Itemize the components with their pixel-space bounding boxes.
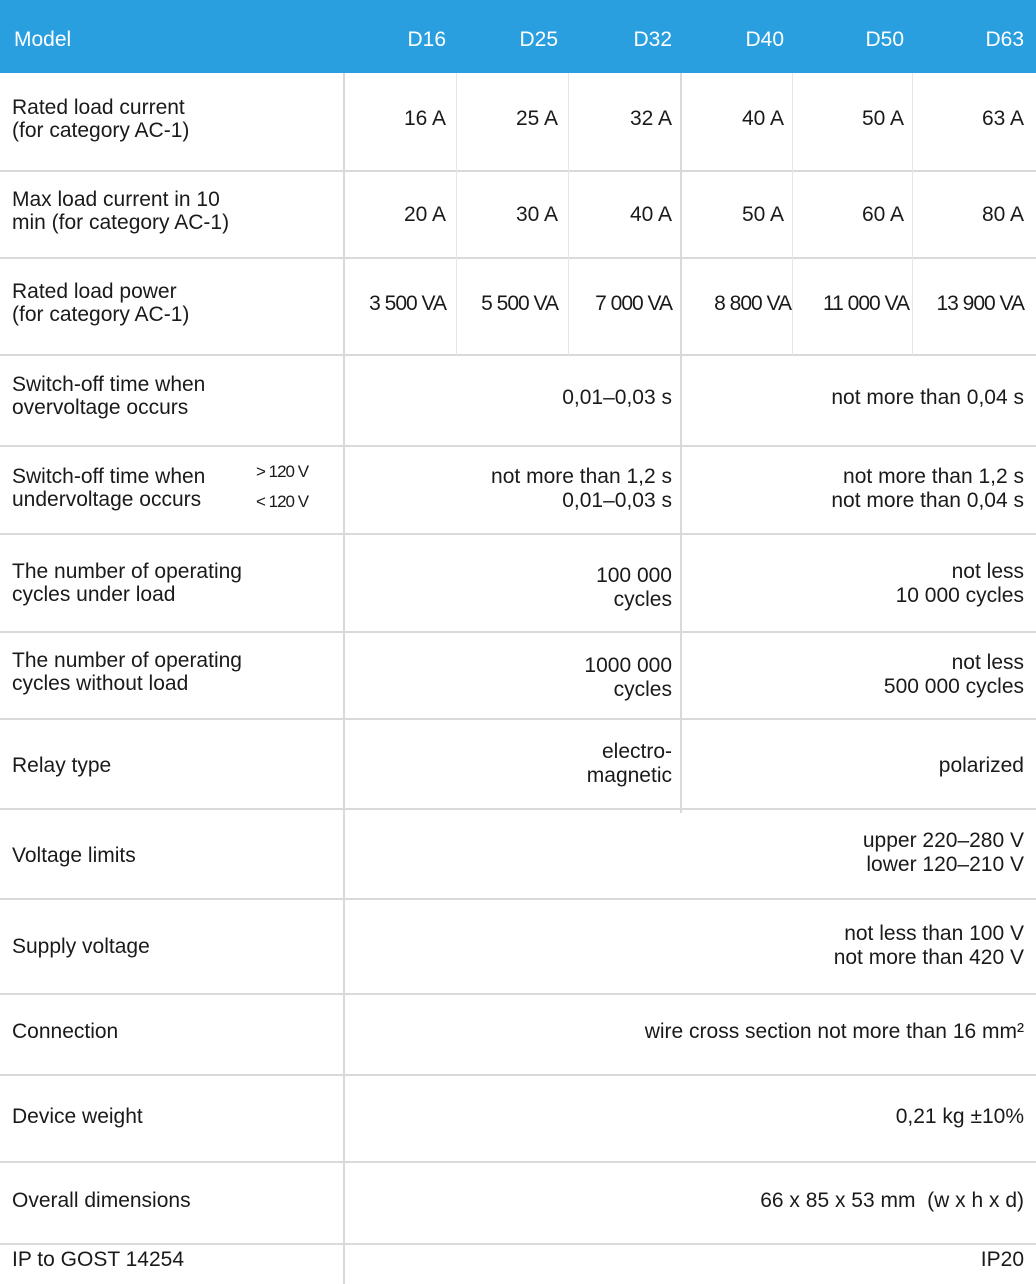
row-label — [12, 373, 205, 419]
header-model-d50: D50 — [865, 28, 904, 51]
value-line: not more than 1,2 s — [491, 465, 672, 488]
condition-high-label: > 120 V — [256, 462, 309, 481]
value-cell: 11 000 VA — [823, 292, 909, 315]
value-line: cycles — [613, 588, 672, 611]
row-label-line: The number of operating — [12, 560, 242, 583]
value-cell: 5 500 VA — [481, 292, 558, 315]
value-line: upper 220–280 V — [862, 829, 1024, 852]
value-cell — [896, 560, 1024, 608]
row-label: Relay type — [12, 754, 112, 777]
column-divider — [456, 73, 457, 355]
value-line: lower 120–210 V — [866, 853, 1024, 876]
column-divider — [912, 73, 913, 355]
value-line: magnetic — [586, 764, 672, 787]
row-label-line: Switch-off time when — [12, 373, 206, 396]
value-cell — [584, 654, 672, 702]
value-cell: 13 900 VA — [936, 292, 1024, 315]
row-label — [12, 560, 242, 606]
row-label-line: cycles without load — [12, 672, 189, 695]
table-row — [0, 258, 1036, 355]
value-cell: 50 A — [741, 203, 784, 226]
row-label: Connection — [12, 1020, 119, 1043]
value-line: 100 000 — [596, 564, 672, 587]
row-label-line: (for category AC-1) — [12, 119, 190, 142]
row-label-line: undervoltage occurs — [12, 488, 202, 511]
value-cell — [834, 922, 1024, 970]
table-row — [0, 73, 1036, 171]
group-divider — [680, 73, 682, 813]
value-cell — [596, 564, 672, 612]
row-label: Overall dimensions — [12, 1189, 191, 1212]
value-cell — [884, 651, 1024, 699]
condition-low-label: < 120 V — [256, 492, 309, 511]
value-cell: 30 A — [515, 203, 558, 226]
row-label: Voltage limits — [12, 844, 136, 867]
header-model-d16: D16 — [407, 28, 446, 51]
value-cell: not more than 0,04 s — [831, 386, 1024, 409]
value-cell: 60 A — [861, 203, 904, 226]
header-model-d40: D40 — [745, 28, 784, 51]
row-label: IP to GOST 14254 — [12, 1248, 184, 1271]
row-label — [12, 280, 189, 326]
table-row — [0, 899, 1036, 994]
row-label: Device weight — [12, 1105, 143, 1128]
value-cell — [587, 740, 672, 788]
table-row — [0, 355, 1036, 446]
table-row — [0, 1162, 1036, 1244]
value-line: cycles — [613, 678, 672, 701]
value-line: 10 000 cycles — [895, 584, 1024, 607]
value-cell: 40 A — [741, 107, 784, 130]
value-cell: 32 A — [629, 107, 672, 130]
row-label — [12, 96, 189, 142]
value-line: not more than 420 V — [833, 946, 1024, 969]
label-column-divider — [343, 73, 345, 1284]
row-label-line: min (for category AC-1) — [12, 211, 230, 234]
row-label-line: Max load current in 10 — [12, 188, 220, 211]
table-row — [0, 632, 1036, 719]
header-model-label: Model — [14, 28, 72, 51]
table-row — [0, 1075, 1036, 1162]
value-line: 1000 000 — [584, 654, 672, 677]
value-cell: 80 A — [981, 203, 1024, 226]
value-cell: polarized — [938, 754, 1024, 777]
table-row — [0, 719, 1036, 809]
value-line: not less — [951, 651, 1024, 674]
table-row — [0, 1244, 1036, 1284]
value-cell: 16 A — [403, 107, 446, 130]
row-label-line: cycles under load — [12, 583, 176, 606]
value-cell: 0,21 kg ±10% — [895, 1105, 1024, 1128]
table-row — [0, 534, 1036, 632]
value-line: not more than 0,04 s — [831, 489, 1024, 512]
row-label-line: overvoltage occurs — [12, 396, 189, 419]
column-divider — [792, 73, 793, 355]
row-label — [12, 649, 242, 695]
header-model-d32: D32 — [633, 28, 672, 51]
value-line: not more than 1,2 s — [843, 465, 1024, 488]
value-cell: 8 800 VA — [714, 292, 791, 315]
row-label-line: (for category AC-1) — [12, 303, 190, 326]
value-cell: 0,01–0,03 s — [562, 386, 672, 409]
value-cell: 3 500 VA — [369, 292, 446, 315]
value-cell: 63 A — [981, 107, 1024, 130]
value-cell: 40 A — [629, 203, 672, 226]
header-model-d63: D63 — [985, 28, 1024, 51]
table-row — [0, 994, 1036, 1075]
value-cell: 50 A — [861, 107, 904, 130]
row-label-line: The number of operating — [12, 649, 242, 672]
value-cell: 25 A — [515, 107, 558, 130]
header-model-d25: D25 — [519, 28, 558, 51]
row-label-line: Rated load power — [12, 280, 177, 303]
row-label-line: Rated load current — [12, 96, 185, 119]
value-cell: IP20 — [980, 1248, 1024, 1271]
row-label — [12, 188, 229, 234]
value-cell: 20 A — [403, 203, 446, 226]
value-line: not less than 100 V — [844, 922, 1024, 945]
table-row — [0, 171, 1036, 258]
value-cell: 7 000 VA — [595, 292, 672, 315]
row-label — [12, 465, 205, 511]
value-cell — [863, 829, 1024, 877]
value-cell: wire cross section not more than 16 mm² — [644, 1020, 1024, 1043]
row-label-line: Switch-off time when — [12, 465, 206, 488]
table-row — [0, 809, 1036, 899]
row-label: Supply voltage — [12, 935, 150, 958]
value-line: electro- — [601, 740, 672, 763]
column-divider — [568, 73, 569, 355]
value-line: not less — [951, 560, 1024, 583]
value-line: 500 000 cycles — [883, 675, 1024, 698]
value-cell: 66 x 85 x 53 mm (w x h x d) — [760, 1189, 1024, 1212]
table-row — [0, 446, 1036, 534]
value-cell — [491, 465, 672, 513]
value-cell — [831, 465, 1024, 513]
value-line: 0,01–0,03 s — [562, 489, 672, 512]
table-header — [0, 0, 1036, 73]
